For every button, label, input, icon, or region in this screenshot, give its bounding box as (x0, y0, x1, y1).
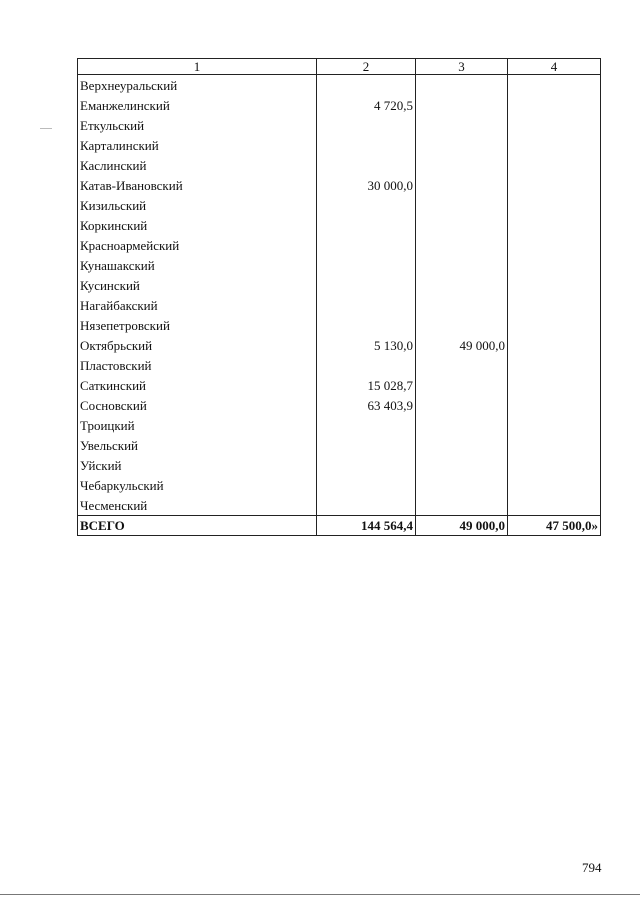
district-name-cell: Увельский (78, 435, 317, 455)
table-row (78, 195, 601, 215)
district-name-cell: Кунашакский (78, 255, 317, 275)
table-row (78, 155, 601, 175)
total-value-cell-col-3: 49 000,0 (416, 516, 508, 536)
value-cell-col-3 (416, 235, 508, 255)
header-cell-3: 3 (416, 59, 508, 75)
district-name-cell: Каслинский (78, 155, 317, 175)
value-cell-col-4 (508, 435, 601, 455)
district-name-cell: Катав-Ивановский (78, 175, 317, 195)
total-label-cell: ВСЕГО (78, 516, 317, 536)
value-cell-col-4 (508, 375, 601, 395)
value-cell-col-4 (508, 195, 601, 215)
value-cell-col-3 (416, 475, 508, 495)
value-cell-col-4 (508, 395, 601, 415)
margin-mark (40, 128, 52, 129)
district-name-cell: Троицкий (78, 415, 317, 435)
district-name-cell: Пластовский (78, 355, 317, 375)
table-row (78, 375, 601, 395)
table-row (78, 395, 601, 415)
district-name-cell: Сосновский (78, 395, 317, 415)
value-cell-col-3 (416, 435, 508, 455)
district-name-cell: Верхнеуральский (78, 75, 317, 96)
district-name-cell: Нязепетровский (78, 315, 317, 335)
value-cell-col-2 (317, 495, 416, 516)
table-row (78, 355, 601, 375)
district-name-cell: Кизильский (78, 195, 317, 215)
value-cell-col-3 (416, 135, 508, 155)
value-cell-col-3 (416, 115, 508, 135)
value-cell-col-2: 15 028,7 (317, 375, 416, 395)
budget-table (77, 58, 601, 536)
table-row (78, 115, 601, 135)
table-row (78, 295, 601, 315)
value-cell-col-4 (508, 255, 601, 275)
value-cell-col-3 (416, 495, 508, 516)
value-cell-col-2: 4 720,5 (317, 95, 416, 115)
value-cell-col-4 (508, 235, 601, 255)
value-cell-col-2 (317, 455, 416, 475)
value-cell-col-2 (317, 315, 416, 335)
value-cell-col-2 (317, 415, 416, 435)
value-cell-col-2 (317, 195, 416, 215)
value-cell-col-4 (508, 335, 601, 355)
value-cell-col-4 (508, 215, 601, 235)
table-row (78, 475, 601, 495)
value-cell-col-2 (317, 255, 416, 275)
value-cell-col-2 (317, 435, 416, 455)
district-name-cell: Чесменский (78, 495, 317, 516)
value-cell-col-4 (508, 275, 601, 295)
value-cell-col-3 (416, 315, 508, 335)
district-name-cell: Коркинский (78, 215, 317, 235)
value-cell-col-3 (416, 455, 508, 475)
district-name-cell: Еткульский (78, 115, 317, 135)
value-cell-col-4 (508, 175, 601, 195)
district-name-cell: Карталинский (78, 135, 317, 155)
value-cell-col-2 (317, 135, 416, 155)
value-cell-col-2 (317, 215, 416, 235)
value-cell-col-2 (317, 155, 416, 175)
value-cell-col-2: 5 130,0 (317, 335, 416, 355)
total-value-cell-col-2: 144 564,4 (317, 516, 416, 536)
value-cell-col-3 (416, 195, 508, 215)
header-cell-4: 4 (508, 59, 601, 75)
table-row (78, 435, 601, 455)
value-cell-col-4 (508, 415, 601, 435)
header-cell-1: 1 (78, 59, 317, 75)
table-row (78, 335, 601, 355)
value-cell-col-3 (416, 415, 508, 435)
table-row (78, 75, 601, 96)
value-cell-col-2 (317, 275, 416, 295)
table-row (78, 415, 601, 435)
table-row (78, 455, 601, 475)
table-row (78, 175, 601, 195)
district-name-cell: Красноармейский (78, 235, 317, 255)
value-cell-col-3 (416, 255, 508, 275)
value-cell-col-2: 30 000,0 (317, 175, 416, 195)
value-cell-col-4 (508, 475, 601, 495)
district-name-cell: Нагайбакский (78, 295, 317, 315)
value-cell-col-2: 63 403,9 (317, 395, 416, 415)
footer-rule (0, 894, 640, 895)
value-cell-col-4 (508, 135, 601, 155)
value-cell-col-2 (317, 115, 416, 135)
value-cell-col-4 (508, 95, 601, 115)
district-name-cell: Саткинский (78, 375, 317, 395)
header-row (78, 59, 601, 75)
district-name-cell: Еманжелинский (78, 95, 317, 115)
value-cell-col-2 (317, 295, 416, 315)
value-cell-col-3: 49 000,0 (416, 335, 508, 355)
value-cell-col-4 (508, 495, 601, 516)
value-cell-col-4 (508, 355, 601, 375)
table-row (78, 255, 601, 275)
table-row (78, 315, 601, 335)
value-cell-col-2 (317, 75, 416, 96)
district-name-cell: Уйский (78, 455, 317, 475)
value-cell-col-2 (317, 235, 416, 255)
value-cell-col-4 (508, 315, 601, 335)
page-number: 794 (582, 860, 602, 875)
district-name-cell: Октябрьский (78, 335, 317, 355)
value-cell-col-3 (416, 375, 508, 395)
total-value-cell-col-4: 47 500,0» (508, 516, 601, 536)
value-cell-col-3 (416, 295, 508, 315)
header-cell-2: 2 (317, 59, 416, 75)
value-cell-col-3 (416, 175, 508, 195)
value-cell-col-3 (416, 155, 508, 175)
value-cell-col-4 (508, 75, 601, 96)
table-row (78, 215, 601, 235)
table-row (78, 135, 601, 155)
value-cell-col-4 (508, 115, 601, 135)
district-name-cell: Кусинский (78, 275, 317, 295)
value-cell-col-3 (416, 75, 508, 96)
total-row (78, 516, 601, 536)
value-cell-col-3 (416, 215, 508, 235)
value-cell-col-4 (508, 155, 601, 175)
value-cell-col-3 (416, 395, 508, 415)
value-cell-col-4 (508, 295, 601, 315)
table-row (78, 275, 601, 295)
value-cell-col-3 (416, 275, 508, 295)
value-cell-col-2 (317, 355, 416, 375)
value-cell-col-3 (416, 355, 508, 375)
value-cell-col-4 (508, 455, 601, 475)
table-row (78, 95, 601, 115)
value-cell-col-3 (416, 95, 508, 115)
district-name-cell: Чебаркульский (78, 475, 317, 495)
value-cell-col-2 (317, 475, 416, 495)
table-row (78, 235, 601, 255)
table-row (78, 495, 601, 516)
